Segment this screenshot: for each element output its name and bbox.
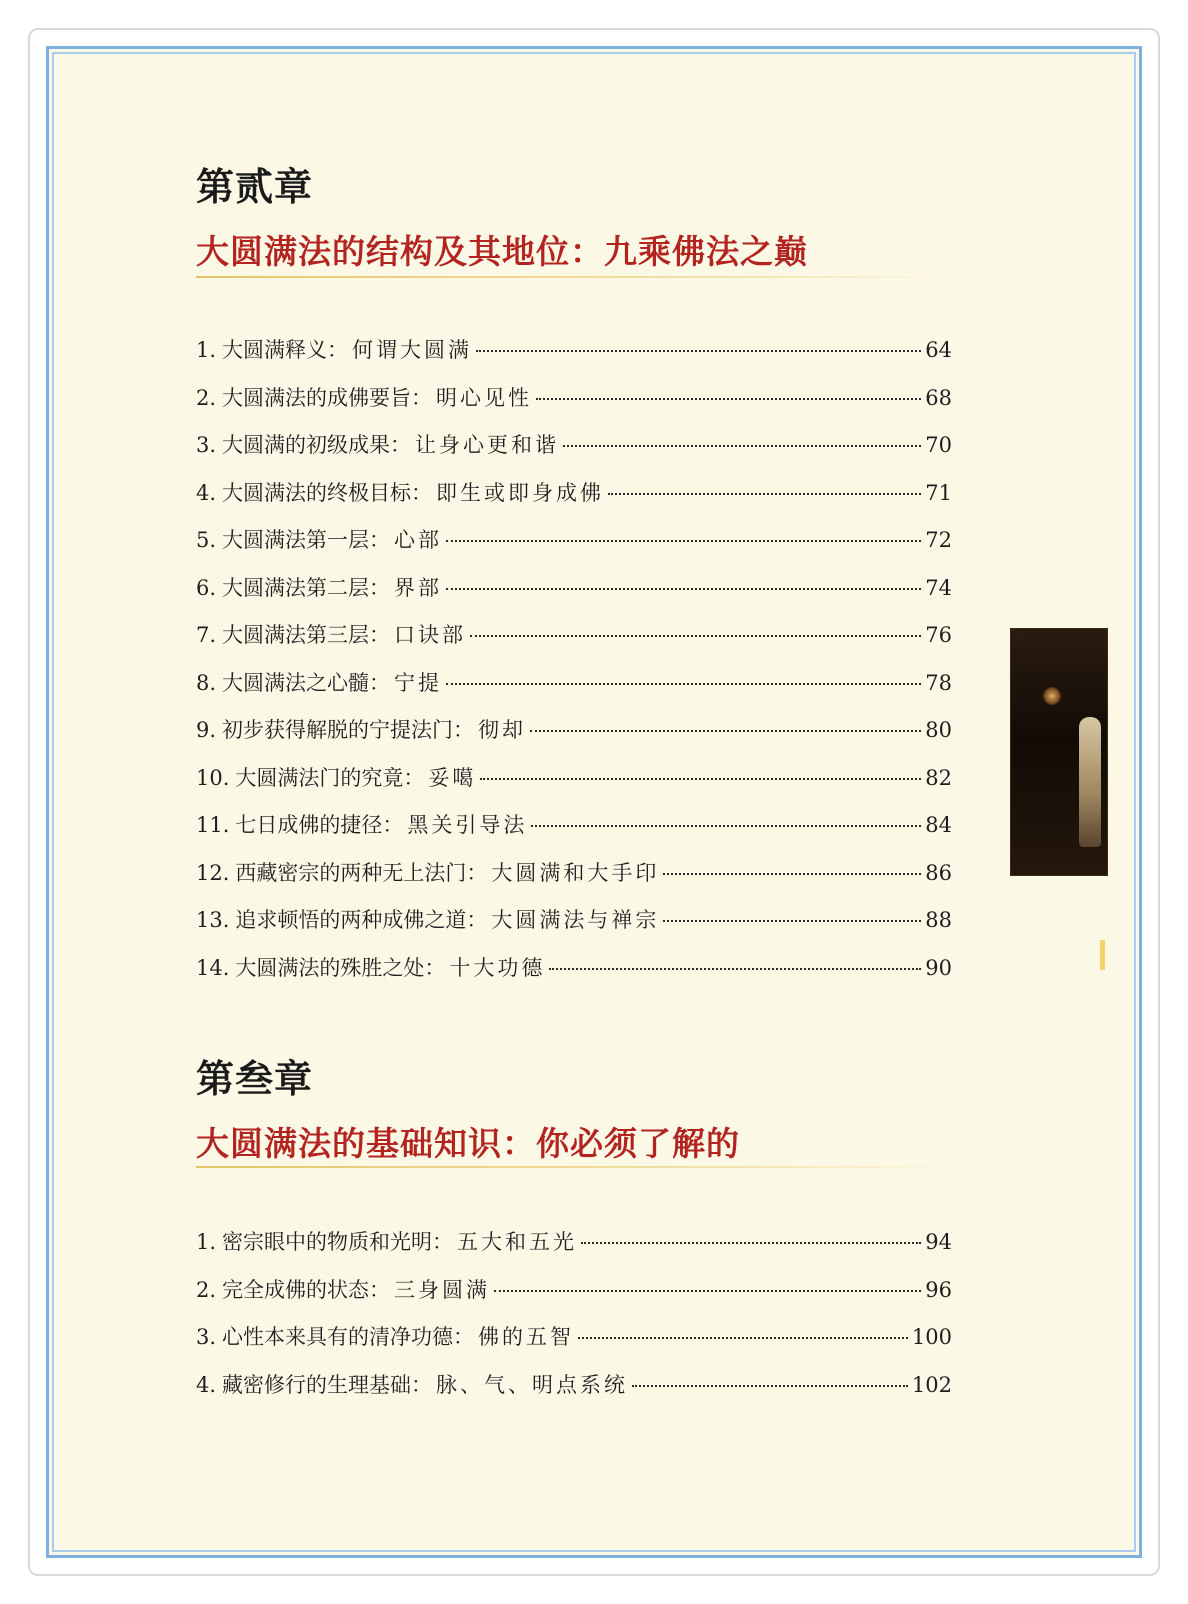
toc-dot-leader [470, 635, 921, 637]
toc-entry-page-number: 74 [925, 575, 952, 600]
toc-entry-heading: 大圆满法第一层： [222, 528, 391, 552]
toc-entry-page-number: 68 [925, 385, 952, 410]
toc-entry[interactable] [196, 714, 952, 762]
toc-entry-page-number: 72 [925, 528, 952, 552]
toc-entry-number: 2. [196, 385, 217, 410]
chapter-3-toc [196, 1226, 952, 1416]
toc-entry-subtitle: 心部 [394, 528, 443, 552]
toc-entry-subtitle: 三身圆满 [394, 1277, 491, 1302]
toc-entry-page-number: 96 [925, 1277, 952, 1302]
chapter-3-label: 第叁章 [196, 1057, 314, 1101]
toc-entry-number: 5. [196, 528, 217, 552]
toc-entry-number: 4. [196, 1372, 217, 1397]
toc-entry[interactable] [196, 429, 952, 477]
toc-dot-leader [476, 350, 921, 352]
side-mark [1100, 940, 1105, 970]
toc-entry[interactable] [196, 1226, 952, 1274]
toc-dot-leader [446, 588, 921, 590]
chapter-3-title: 大圆满法的基础知识：你必须了解的 [196, 1124, 740, 1163]
toc-entry-heading: 藏密修行的生理基础： [222, 1372, 433, 1397]
toc-entry-subtitle: 大圆满和大手印 [491, 860, 660, 885]
toc-entry-subtitle: 界部 [394, 575, 443, 600]
toc-entry-heading: 大圆满法第二层： [222, 575, 391, 600]
statue-figure [1079, 717, 1101, 847]
toc-entry-page-number: 70 [925, 433, 952, 457]
toc-entry-number: 8. [196, 670, 217, 695]
toc-entry-heading: 大圆满法第三层： [222, 623, 391, 647]
toc-entry[interactable] [196, 1321, 952, 1369]
toc-dot-leader [632, 1385, 908, 1387]
toc-entry-heading: 大圆满的初级成果： [222, 433, 412, 457]
toc-entry[interactable] [196, 762, 952, 810]
chapter-2-label: 第贰章 [196, 165, 314, 209]
toc-entry[interactable] [196, 382, 952, 430]
toc-entry-number: 1. [196, 338, 217, 362]
toc-entry-page-number: 90 [925, 955, 952, 980]
toc-entry[interactable] [196, 619, 952, 667]
toc-entry-page-number: 100 [911, 1325, 952, 1349]
toc-entry-page-number: 64 [925, 338, 952, 362]
toc-entry[interactable] [196, 857, 952, 905]
toc-entry[interactable] [196, 1369, 952, 1417]
toc-entry-subtitle: 让身心更和谐 [415, 433, 560, 457]
toc-dot-leader [549, 968, 921, 970]
toc-entry[interactable] [196, 572, 952, 620]
toc-entry-subtitle: 口诀部 [394, 623, 467, 647]
toc-entry-number: 2. [196, 1277, 217, 1302]
toc-entry-subtitle: 黑关引导法 [407, 813, 528, 837]
toc-entry-heading: 七日成佛的捷径： [235, 813, 404, 837]
toc-entry-heading: 大圆满法之心髓： [222, 670, 391, 695]
chapter-3-title-rule [196, 1166, 956, 1168]
toc-entry-heading: 大圆满法的终极目标： [222, 480, 433, 505]
toc-entry-subtitle: 脉、气、明点系统 [436, 1372, 629, 1397]
toc-entry-page-number: 82 [925, 765, 952, 790]
toc-dot-leader [663, 873, 921, 875]
toc-dot-leader [578, 1337, 908, 1339]
toc-entry-heading: 初步获得解脱的宁提法门： [222, 718, 475, 742]
toc-entry[interactable] [196, 667, 952, 715]
toc-entry-subtitle: 何谓大圆满 [352, 338, 473, 362]
toc-entry-number: 9. [196, 718, 217, 742]
toc-entry-heading: 大圆满法门的究竟： [235, 765, 425, 790]
toc-entry-number: 4. [196, 480, 217, 505]
toc-entry-number: 13. [196, 908, 230, 932]
toc-entry-subtitle: 大圆满法与禅宗 [491, 908, 660, 932]
toc-entry[interactable] [196, 952, 952, 1000]
toc-entry-heading: 心性本来具有的清净功德： [222, 1325, 475, 1349]
toc-entry-heading: 完全成佛的状态： [222, 1277, 391, 1302]
toc-dot-leader [536, 398, 921, 400]
chapter-2-title-rule [196, 276, 956, 278]
toc-entry-number: 11. [196, 813, 230, 837]
decorative-photo [1010, 628, 1108, 876]
toc-entry-number: 10. [196, 765, 230, 790]
toc-entry-page-number: 84 [925, 813, 952, 837]
chapter-2-title: 大圆满法的结构及其地位：九乘佛法之巅 [196, 232, 808, 271]
toc-entry-number: 1. [196, 1230, 217, 1254]
toc-dot-leader [480, 778, 921, 780]
toc-entry-page-number: 76 [925, 623, 952, 647]
toc-entry-heading: 密宗眼中的物质和光明： [222, 1230, 454, 1254]
toc-entry-heading: 大圆满法的成佛要旨： [222, 385, 433, 410]
toc-entry-page-number: 71 [925, 480, 952, 505]
toc-entry-page-number: 78 [925, 670, 952, 695]
toc-dot-leader [530, 730, 921, 732]
toc-entry-number: 14. [196, 955, 230, 980]
toc-entry-page-number: 94 [925, 1230, 952, 1254]
toc-entry[interactable] [196, 809, 952, 857]
toc-dot-leader [663, 920, 921, 922]
toc-entry-number: 3. [196, 433, 217, 457]
toc-entry-page-number: 102 [911, 1372, 952, 1397]
toc-entry-subtitle: 妥噶 [428, 765, 477, 790]
toc-dot-leader [446, 540, 921, 542]
toc-entry[interactable] [196, 904, 952, 952]
chapter-2-toc [196, 334, 952, 999]
toc-entry-number: 3. [196, 1325, 217, 1349]
toc-entry-heading: 大圆满法的殊胜之处： [235, 955, 446, 980]
toc-entry-page-number: 86 [925, 860, 952, 885]
toc-entry-subtitle: 彻却 [478, 718, 527, 742]
lamp-glow [1043, 687, 1061, 705]
toc-entry-heading: 大圆满释义： [222, 338, 349, 362]
toc-entry-heading: 西藏密宗的两种无上法门： [235, 860, 488, 885]
toc-dot-leader [563, 445, 921, 447]
toc-entry-number: 7. [196, 623, 217, 647]
toc-entry-heading: 追求顿悟的两种成佛之道： [235, 908, 488, 932]
toc-entry-subtitle: 宁提 [394, 670, 443, 695]
toc-entry[interactable] [196, 1274, 952, 1322]
toc-dot-leader [494, 1290, 921, 1292]
toc-dot-leader [446, 683, 921, 685]
toc-entry-number: 6. [196, 575, 217, 600]
toc-entry-number: 12. [196, 860, 230, 885]
toc-entry-page-number: 88 [925, 908, 952, 932]
toc-entry-page-number: 80 [925, 718, 952, 742]
toc-entry-subtitle: 十大功德 [449, 955, 546, 980]
toc-dot-leader [581, 1242, 921, 1244]
toc-entry-subtitle: 即生或即身成佛 [436, 480, 605, 505]
toc-entry-subtitle: 五大和五光 [457, 1230, 578, 1254]
toc-entry[interactable] [196, 334, 952, 382]
toc-entry[interactable] [196, 524, 952, 572]
toc-entry-subtitle: 佛的五智 [478, 1325, 575, 1349]
toc-entry[interactable] [196, 477, 952, 525]
toc-dot-leader [531, 825, 921, 827]
toc-entry-subtitle: 明心见性 [436, 385, 533, 410]
toc-dot-leader [608, 493, 921, 495]
